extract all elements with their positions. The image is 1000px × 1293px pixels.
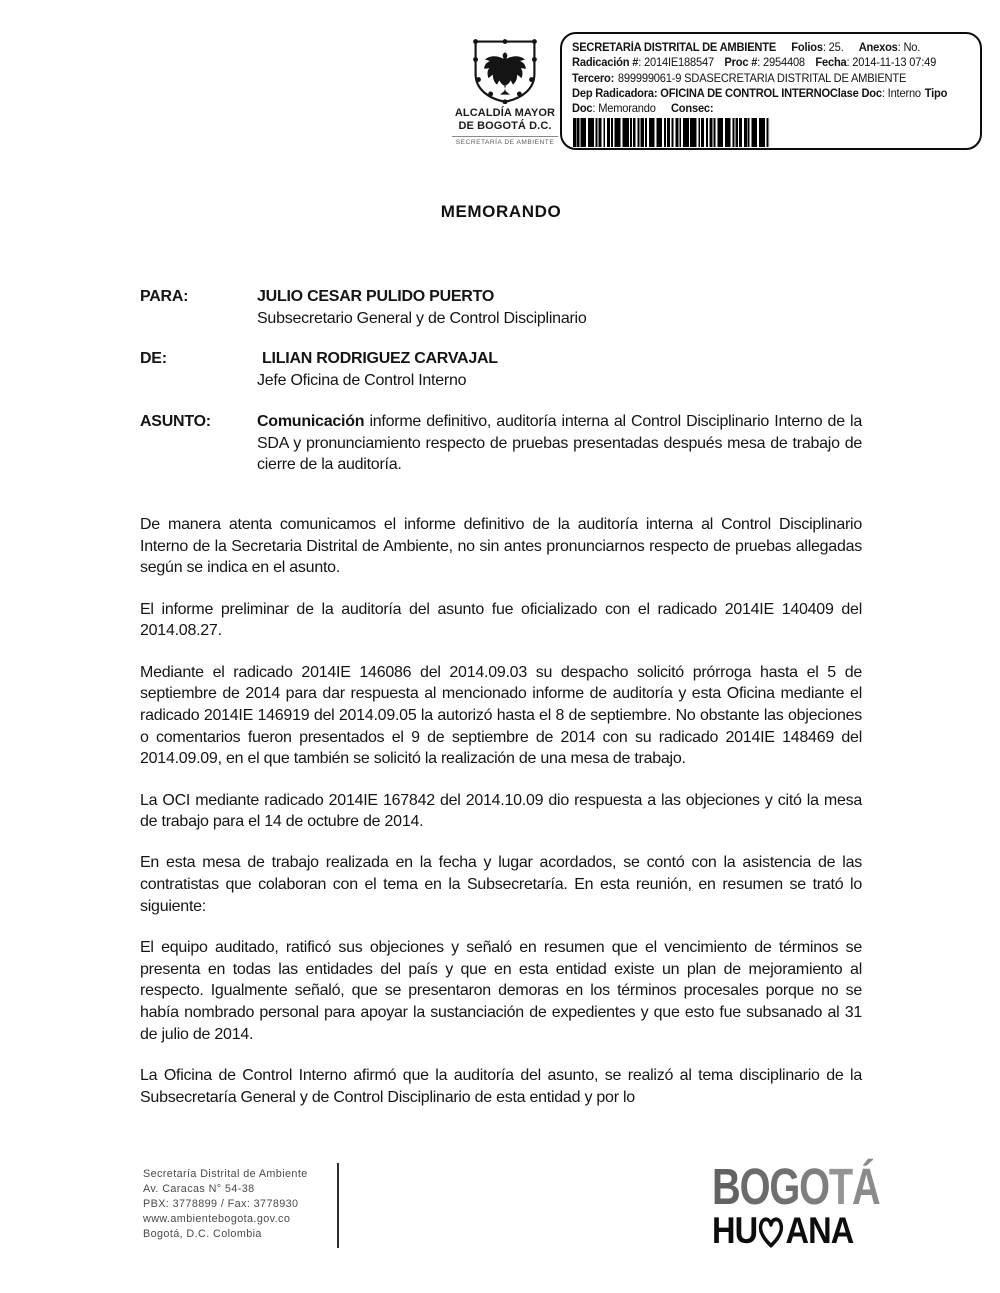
subject-bold-lead: Comunicación — [257, 412, 365, 430]
stamp-radicacion-value: : 2014IE188547 — [638, 56, 714, 70]
recipient-label: PARA: — [140, 288, 189, 305]
barcode — [573, 118, 770, 147]
bogota-shield-eagle-icon — [468, 38, 542, 104]
humana-wordmark — [712, 1211, 870, 1251]
coat-of-arms — [448, 38, 562, 147]
sender-name: LILIAN RODRIGUEZ CARVAJAL — [262, 350, 498, 368]
sender-label: DE: — [140, 350, 167, 368]
recipient-name: JULIO CESAR PULIDO PUERTO — [257, 288, 495, 305]
stamp-doc-label: Doc — [572, 102, 593, 116]
stamp-clase-value: : Interno — [881, 86, 921, 100]
body-paragraph-2: El informe preliminar de la auditoría del asunto fue oficializado con el radicado 2014IE 140409 del 2014.08.27. — [140, 600, 862, 640]
stamp-line — [572, 55, 969, 70]
stamp-fecha-label: Fecha — [815, 56, 847, 70]
footer-contact-address: Av. Caracas N° 54-38 — [143, 1183, 255, 1195]
stamp-tipo-label: Tipo — [924, 86, 948, 100]
bogota-humana-logo — [712, 1158, 892, 1251]
stamp-folios-value: : 25. — [822, 41, 844, 54]
coat-of-arms-divider — [452, 136, 558, 137]
stamp-tercero-label: Tercero: — [572, 71, 615, 85]
brand-letter: G — [769, 1158, 800, 1215]
recipient-block — [257, 286, 862, 329]
brand-letter: T — [828, 1158, 853, 1215]
body-paragraph-7: La Oficina de Control Interno afirmó que la auditoría del asunto, se realizó al tema disciplinario de la Subsecretaría General y de Control Disciplinario de esta entidad y por lo — [140, 1067, 862, 1106]
radication-stamp — [560, 32, 982, 150]
body-paragraph-5: En esta mesa de trabajo realizada en la fecha y lugar acordados, se contó con la asistencia de las contratistas que colaboran con el tema en la Subsecretaría. En esta reunión, en resumen se trató lo siguiente: — [140, 854, 862, 915]
stamp-org: SECRETARÍA DISTRITAL DE AMBIENTE — [572, 41, 777, 54]
footer-contact-city: Bogotá, D.C. Colombia — [143, 1228, 262, 1240]
radication-stamp-text — [572, 40, 969, 147]
stamp-doc-value: : Memorando — [592, 102, 656, 116]
body-paragraph-6: El equipo auditado, ratificó sus objeciones y señaló en resumen que el vencimiento de términos se presenta en todas las entidades del país y que en esta entidad existe un plan de mejoramiento al respecto. Igualmente señaló, que se presentaron demoras en los términos procesales porque no se había nombrado personal para apoyar la sustanciación de expedientes y que esto fue subsanado al 31 de julio de 2014. — [140, 939, 862, 1043]
footer-contact-website: www.ambientebogota.gov.co — [143, 1213, 291, 1225]
recipient-row — [140, 286, 862, 329]
heart-icon — [756, 1212, 786, 1250]
coat-of-arms-line1: ALCALDÍA MAYOR — [454, 107, 556, 119]
subject-text: informe definitivo, auditoría interna al Control Disciplinario Interno de la SDA y pronunciamiento respecto de pruebas presentadas después mesa de trabajo de cierre de la auditoría. — [257, 412, 862, 474]
sender-role: Jefe Oficina de Control Interno — [257, 372, 467, 390]
footer-contact-org: Secretaría Distrital de Ambiente — [143, 1168, 308, 1180]
subject-block — [257, 411, 862, 476]
sender-block — [257, 348, 862, 391]
subject-row — [140, 411, 862, 476]
stamp-line — [572, 101, 969, 116]
body-paragraph-3: Mediante el radicado 2014IE 146086 del 2014.09.03 su despacho solicitó prórroga hasta el 5 de septiembre de 2014 para dar respuesta al mencionado informe de auditoría y esta Oficina mediante el radicado 2014IE 146919 del 2014.09.05 la autorizó hasta el 8 de septiembre. No obstante las objeciones o comentarios fueron presentados el 9 de septiembre de 2014 con su radicado 2014IE 148469 del 2014.09.09, en el que también se solicitó la realización de una mesa de trabajo. — [140, 663, 862, 768]
stamp-proc-label: Proc # — [724, 56, 758, 70]
stamp-anexos-value: : No. — [897, 41, 921, 54]
subject-label: ASUNTO: — [140, 412, 211, 430]
stamp-folios-label: Folios — [791, 41, 823, 54]
body-paragraph-4: La OCI mediante radicado 2014IE 167842 del 2014.10.09 dio respuesta a las objeciones y citó la mesa de trabajo para el 14 de octubre de 2014. — [140, 791, 862, 831]
stamp-fecha-value: : 2014-11-13 07:49 — [846, 56, 937, 70]
stamp-clase-label: Clase Doc — [829, 86, 882, 100]
brand-letter: B — [712, 1158, 740, 1215]
memo-body — [140, 514, 862, 1128]
brand-letter: Á — [852, 1158, 880, 1215]
stamp-line — [572, 71, 969, 86]
stamp-radicacion-label: Radicación # — [572, 56, 639, 70]
stamp-line — [572, 40, 969, 55]
coat-of-arms-line3: SECRETARÍA DE AMBIENTE — [455, 139, 555, 146]
brand-letter: O — [799, 1158, 829, 1215]
coat-of-arms-line2: DE BOGOTÁ D.C. — [458, 120, 552, 132]
stamp-line — [572, 86, 969, 101]
recipient-role: Subsecretario General y de Control Disciplinario — [257, 309, 587, 327]
humana-right: ANA — [785, 1210, 854, 1251]
footer-contact — [143, 1167, 328, 1242]
stamp-consec-label: Consec: — [670, 102, 714, 116]
stamp-dep-label: Dep Radicadora: OFICINA DE CONTROL INTERNO — [572, 86, 830, 100]
brand-letter: O — [739, 1158, 770, 1215]
sender-row — [140, 348, 862, 391]
humana-left: HU — [712, 1210, 758, 1251]
stamp-tercero-value: 899999061-9 SDASECRETARIA DISTRITAL DE AMBIENTE — [617, 71, 907, 85]
body-paragraph-1: De manera atenta comunicamos el informe definitivo de la auditoría interna al Control Disciplinario Interno de la Secretaria Distrital de Ambiente, no sin antes pronunciarnos respecto de pruebas allegadas según se indica en el asunto. — [140, 516, 862, 577]
footer-divider — [337, 1163, 339, 1248]
bogota-wordmark — [712, 1158, 880, 1215]
stamp-proc-value: : 2954408 — [757, 56, 805, 70]
addressing-block — [140, 286, 862, 495]
memo-title: MEMORANDO — [440, 202, 562, 221]
footer-contact-phone: PBX: 3778899 / Fax: 3778930 — [143, 1198, 299, 1210]
stamp-anexos-label: Anexos — [858, 41, 898, 54]
